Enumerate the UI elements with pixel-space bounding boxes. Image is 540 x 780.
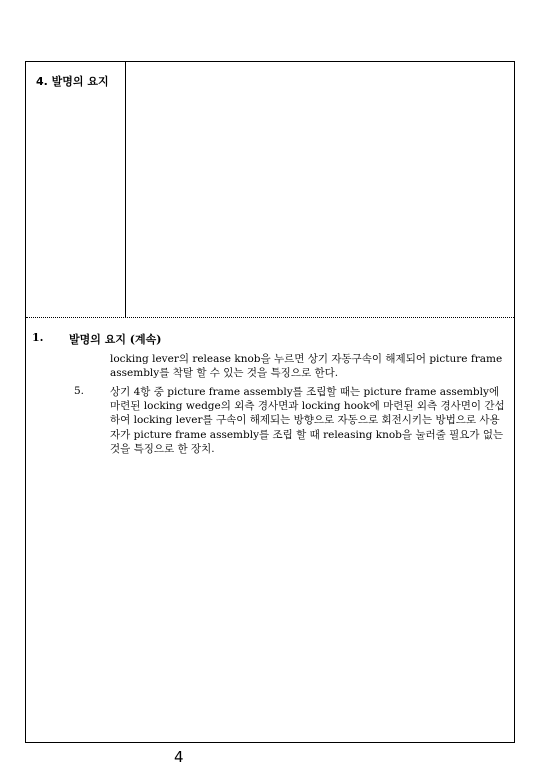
page-frame	[25, 61, 515, 743]
page-number: 4	[174, 748, 184, 766]
summary-box	[26, 62, 514, 318]
section-heading: 4. 발명의 요지	[36, 75, 109, 88]
claim-paragraph-2: 상기 4항 중 picture frame assembly를 조립할 때는 picture frame assembly에 마련된 locking wedge의 외측 경사면과 locking hook에 마련된 외측 경사면이 간섭하여 locking lever를 구속이 해제되는 방향으로 자동으로 회전시키는 방법으로 사용자가 picture frame assembly를 조립 할 때 releasing knob을 눌러줄 필요가 없는 것을 특징으로 한 장치.	[110, 386, 505, 455]
claim-paragraph-1: locking lever의 release knob을 누르면 상기 자동구속이 해제되어 picture frame assembly를 착탈 할 수 있는 것을 특징으로 한다.	[110, 353, 503, 380]
claim-number: 1.	[32, 331, 44, 344]
line-number: 5.	[74, 385, 85, 397]
summary-label-column	[26, 62, 126, 317]
claim-title: 발명의 요지 (계속)	[69, 333, 162, 346]
